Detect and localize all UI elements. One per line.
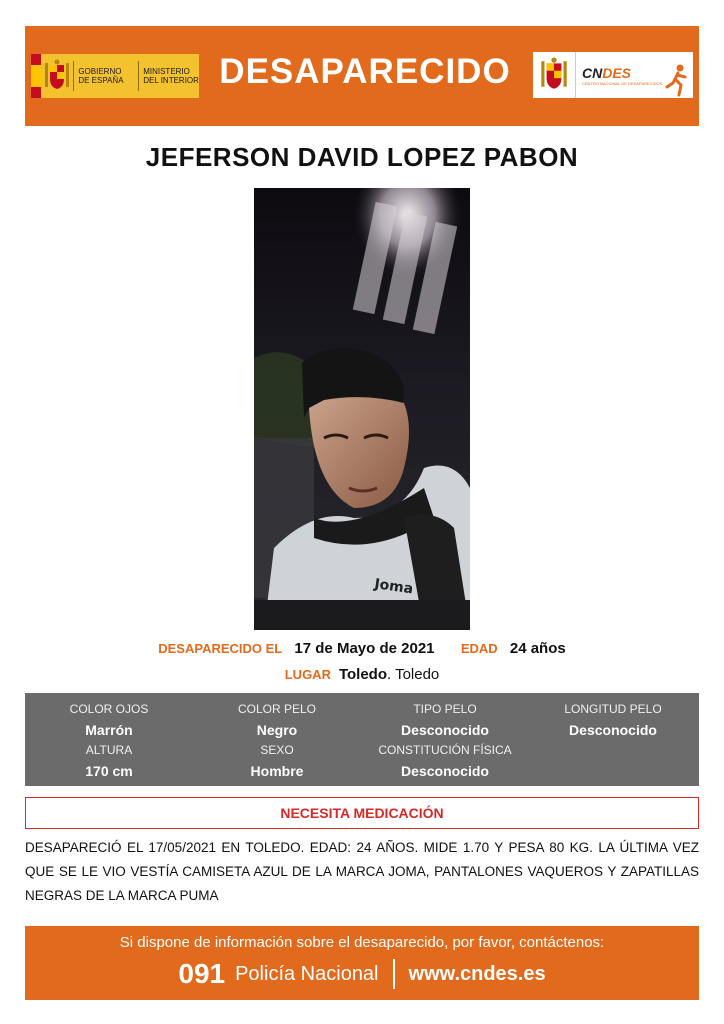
coat-of-arms-icon (41, 56, 74, 96)
divider (393, 959, 395, 989)
sex-cell (193, 743, 361, 779)
person-photo (254, 188, 470, 630)
government-logo (31, 54, 199, 98)
build-value: Desconocido (401, 763, 489, 779)
hair-type-cell (361, 702, 529, 738)
header-banner (25, 26, 699, 126)
hair-color-cell (193, 702, 361, 738)
eye-color-label: COLOR OJOS (69, 702, 149, 716)
place-label: LUGAR (284, 667, 331, 682)
missing-date-value: 17 de Mayo de 2021 (294, 640, 435, 657)
website-link[interactable]: www.cndes.es (408, 962, 546, 985)
hair-color-label: COLOR PELO (237, 702, 317, 716)
hair-type-value: Desconocido (401, 722, 489, 738)
contact-footer (25, 926, 699, 1000)
contact-prompt: Si dispone de información sobre el desaparecido, por favor, contáctenos: (119, 934, 605, 951)
age-label: EDAD (460, 641, 498, 656)
running-figure-icon (663, 63, 689, 97)
height-cell (25, 743, 193, 779)
cndes-name: CNDES (582, 64, 632, 81)
place-region: . Toledo (387, 666, 440, 683)
person-name: JEFERSON DAVID LOPEZ PABON (145, 142, 579, 172)
hair-length-value: Desconocido (569, 722, 657, 738)
place-info-line (0, 666, 724, 683)
svg-text:Joma: Joma (373, 576, 415, 598)
eye-color-value: Marrón (85, 722, 133, 738)
build-cell (361, 743, 529, 779)
spain-flag-icon (31, 54, 41, 98)
physical-features-panel (25, 693, 699, 786)
sex-label: SEXO (260, 743, 294, 757)
height-label: ALTURA (85, 743, 133, 757)
build-label: CONSTITUCIÓN FÍSICA (378, 743, 512, 757)
ministry-text: MINISTERIO DEL INTERIOR (138, 61, 199, 91)
cndes-subtitle: CENTRO NACIONAL DE DESAPARECIDOS (582, 80, 663, 86)
contact-line (25, 958, 699, 990)
coat-of-arms-icon (533, 52, 576, 98)
cndes-logo (533, 52, 693, 98)
height-value: 170 cm (85, 763, 133, 779)
hair-type-label: TIPO PELO (413, 702, 477, 716)
sex-value: Hombre (250, 763, 304, 779)
header-title: DESAPARECIDO (219, 52, 511, 91)
place-city: Toledo (338, 666, 387, 683)
eye-color-cell (25, 702, 193, 738)
hair-color-value: Negro (256, 722, 298, 738)
agency-name: Policía Nacional (235, 962, 379, 985)
gov-text: GOBIERNO DE ESPAÑA (73, 61, 132, 91)
medication-alert: NECESITA MEDICACIÓN (25, 797, 699, 829)
missing-date-label: DESAPARECIDO EL (158, 641, 283, 656)
hair-length-label: LONGITUD PELO (564, 702, 662, 716)
age-value: 24 años (509, 640, 566, 657)
missing-info-line (0, 640, 724, 657)
hair-length-cell (529, 702, 697, 738)
description-text: DESAPARECIÓ EL 17/05/2021 EN TOLEDO. EDAD: 24 AÑOS. MIDE 1.70 Y PESA 80 KG. LA ÚLTIMA VEZ QUE SE LE VIO VESTÍA CAMISETA AZUL DE LA MARCA JOMA, PANTALONES VAQUEROS Y ZAPATILLAS NEGRAS DE LA MARCA PUMA (25, 840, 699, 903)
phone-number[interactable]: 091 (178, 958, 226, 989)
